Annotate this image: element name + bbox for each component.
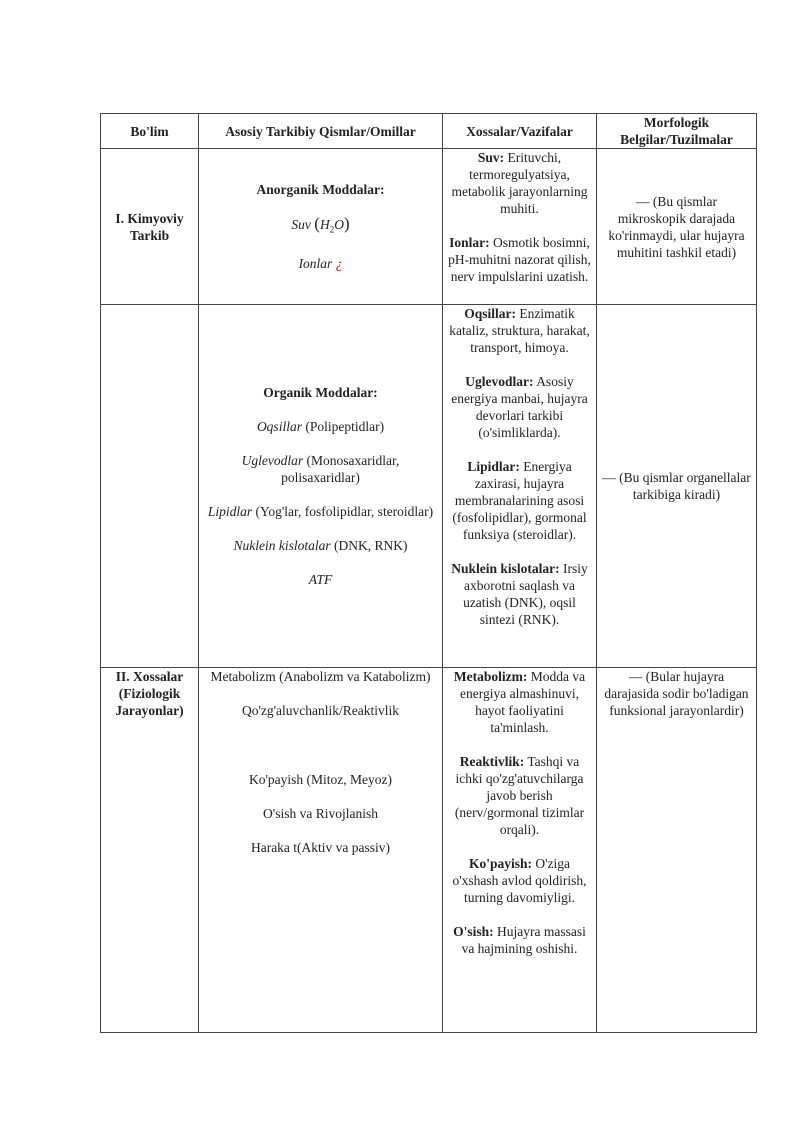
- list-item: Metabolizm (Anabolizm va Katabolizm): [210, 669, 431, 684]
- list-item: Qo'zg'aluvchanlik/Reaktivlik: [241, 703, 400, 718]
- function-item: Oqsillar: Enzimatik kataliz, struktura, harakat, transport, himoya.: [449, 306, 590, 355]
- function-item: Uglevodlar: Asosiy energiya manbai, hujayra devorlari tarkibi (o'simliklarda).: [451, 374, 588, 440]
- components-cell: [199, 668, 443, 1033]
- components-heading: Organik Moddalar:: [263, 385, 378, 400]
- biology-table: [100, 113, 757, 1033]
- section-title: II. Xossalar (Fiziologik Jarayonlar): [101, 668, 199, 1033]
- section-title: I. Kimyoviy Tarkib: [101, 149, 199, 305]
- function-item: Nuklein kislotalar: Irsiy axborotni saqlash va uzatish (DNK), oqsil sintezi (RNK).: [451, 561, 588, 627]
- header-morphology: Morfologik Belgilar/Tuzilmalar: [597, 114, 757, 149]
- function-item: Ionlar: Osmotik bosimni, pH-muhitni nazorat qilish, nerv impulslarini uzatish.: [448, 235, 591, 284]
- header-functions: Xossalar/Vazifalar: [443, 114, 597, 149]
- list-item: Oqsillar (Polipeptidlar): [256, 419, 385, 434]
- table-row: [101, 149, 757, 305]
- section-title-empty: [101, 305, 199, 668]
- list-item: Haraka t(Aktiv va passiv): [250, 840, 391, 855]
- list-item: Lipidlar (Yog'lar, fosfolipidlar, steroidlar): [207, 504, 434, 519]
- components-cell: [199, 149, 443, 305]
- table-row: [101, 305, 757, 668]
- morphology-cell: — (Bu qismlar organellalar tarkibiga kiradi): [597, 305, 757, 668]
- function-item: O'sish: Hujayra massasi va hajmining oshishi.: [453, 924, 586, 956]
- functions-cell: [443, 668, 597, 1033]
- list-item: Ko'payish (Mitoz, Meyoz): [248, 772, 393, 787]
- morphology-cell: — (Bular hujayra darajasida sodir bo'ladigan funksional jarayonlardir): [597, 668, 757, 1033]
- list-item: Uglevodlar (Monosaxaridlar, polisaxaridlar): [241, 453, 400, 485]
- components-heading: Anorganik Moddalar:: [256, 181, 385, 197]
- list-item: Nuklein kislotalar (DNK, RNK): [233, 538, 408, 553]
- morphology-cell: — (Bu qismlar mikroskopik darajada ko'rinmaydi, ular hujayra muhitini tashkil etadi): [597, 149, 757, 305]
- function-item: Metabolizm: Modda va energiya almashinuvi, hayot faoliyatini ta'minlash.: [453, 669, 586, 735]
- function-item: Suv: Erituvchi, termoregulyatsiya, metabolik jarayonlarning muhiti.: [451, 150, 588, 216]
- water-formula: Suv $(H_2O)$: [291, 213, 350, 235]
- function-item: Reaktivlik: Tashqi va ichki qo'zg'atuvchilarga javob berish (nerv/gormonal tizimlar orqali).: [454, 754, 585, 837]
- function-item: Ko'payish: O'ziga o'xshash avlod qoldirish, turning davomiyligi.: [452, 856, 587, 905]
- table-row: [101, 668, 757, 1033]
- header-row: [101, 114, 757, 149]
- header-section: Bo'lim: [101, 114, 199, 149]
- function-item: Lipidlar: Energiya zaxirasi, hujayra membranalarining asosi (fosfolipidlar), gormonal funksiya (steroidlar).: [452, 459, 587, 542]
- functions-cell: [443, 149, 597, 305]
- functions-cell: [443, 305, 597, 668]
- components-cell: [199, 305, 443, 668]
- ions-item: Ionlar ¿: [298, 256, 343, 272]
- header-components: Asosiy Tarkibiy Qismlar/Omillar: [199, 114, 443, 149]
- list-item: ATF: [308, 572, 333, 587]
- list-item: O'sish va Rivojlanish: [263, 806, 378, 821]
